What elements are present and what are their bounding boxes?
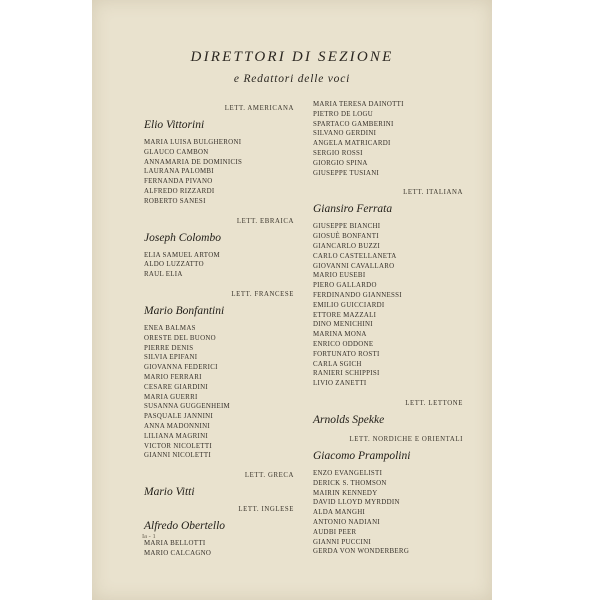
name-entry: GIANNI PUCCINI <box>313 538 371 546</box>
name-entry: GERDA VON WONDERBERG <box>313 548 410 556</box>
name-entry: MARIA TERESA DAINOTTI <box>313 101 404 108</box>
name-entry: ANNA MADONNINI <box>144 422 211 430</box>
name-entry: PIERO GALLARDO <box>313 282 377 290</box>
name-entry: ALFREDO RIZZARDI <box>144 187 215 195</box>
name-entry: ANTONIO NADIANI <box>313 518 380 526</box>
director-lett-ebraica: Joseph Colombo <box>144 231 221 244</box>
name-entry: PIETRO DE LOGU <box>313 110 374 118</box>
section-label-lett-italiana: LETT. ITALIANA <box>403 189 463 197</box>
name-entry: SUSANNA GUGGENHEIM <box>144 403 230 411</box>
director-lett-nordiche-orientali: Giacomo Prampolini <box>313 449 411 462</box>
name-entry: GIANNI NICOLETTI <box>144 452 211 460</box>
name-entry: VICTOR NICOLETTI <box>144 442 213 450</box>
right-column <box>313 100 463 557</box>
name-entry: CARLO CASTELLANETA <box>313 252 397 260</box>
name-entry: ANGELA MATRICARDI <box>313 140 391 148</box>
name-entry: MARIO EUSEBI <box>313 272 366 280</box>
page-footer-signature: Ia - 1 <box>142 533 156 540</box>
names-list-lett-nordiche-orientali <box>313 469 463 557</box>
director-lett-americana: Elio Vittorini <box>144 119 205 131</box>
name-entry: DAVID LLOYD MYRDDIN <box>313 499 400 507</box>
names-list-lett-americana <box>144 138 294 207</box>
name-entry: ALDA MANGHI <box>313 509 366 517</box>
name-entry: SERGIO ROSSI <box>313 149 363 157</box>
section-label-lett-inglese: LETT. INGLESE <box>238 506 294 514</box>
name-entry: MARIO CALCAGNO <box>144 549 212 557</box>
name-entry: EMILIO GUICCIARDI <box>313 301 385 309</box>
name-entry: MARIA LUISA BULGHERONI <box>144 139 242 146</box>
section-label-lett-ebraica: LETT. EBRAICA <box>236 217 294 225</box>
section-label-lett-nordiche-orientali: LETT. NORDICHE E ORIENTALI <box>349 435 463 443</box>
document-page <box>92 0 492 600</box>
name-entry: CARLA SGICH <box>313 360 362 368</box>
name-entry: RAUL ELIA <box>144 271 183 279</box>
name-entry: MAIRIN KENNEDY <box>313 489 378 497</box>
name-entry: ENRICO ODDONE <box>313 340 374 348</box>
name-entry: GLAUCO CAMBON <box>144 148 209 156</box>
left-column <box>144 100 294 559</box>
name-entry: ETTORE MAZZALI <box>313 311 377 319</box>
name-entry: MARIA GUERRI <box>144 393 198 401</box>
name-entry: RANIERI SCHIPPISI <box>313 370 380 378</box>
name-entry: DERICK S. THOMSON <box>313 479 387 487</box>
name-entry: ROBERTO SANESI <box>144 197 206 205</box>
director-lett-francese: Mario Bonfantini <box>144 304 225 317</box>
name-entry: GIOVANNI CAVALLARO <box>313 262 395 270</box>
name-entry: GIORGIO SPINA <box>313 159 368 167</box>
section-label-lett-americana: LETT. AMERICANA <box>224 105 294 112</box>
names-list-lett-italiana <box>313 222 463 389</box>
section-label-lett-greca: LETT. GRECA <box>244 472 294 480</box>
name-entry: LIVIO ZANETTI <box>313 380 367 388</box>
names-list-lett-inglese <box>144 539 294 559</box>
director-lett-lettone: Arnolds Spekke <box>313 413 385 426</box>
name-entry: SILVIA EPIFANI <box>144 354 198 362</box>
name-entry: ENZO EVANGELISTI <box>313 469 383 477</box>
name-entry: GIUSEPPE TUSIANI <box>313 169 380 177</box>
name-entry: GIANCARLO BUZZI <box>313 242 381 250</box>
name-entry: PIERRE DENIS <box>144 344 194 352</box>
name-entry: PASQUALE JANNINI <box>144 413 214 421</box>
name-entry: ENEA BALMAS <box>144 324 196 332</box>
page-subtitle: e Redattori delle voci <box>233 73 351 85</box>
name-entry: SPARTACO GAMBERINI <box>313 120 394 128</box>
section-label-lett-francese: LETT. FRANCESE <box>231 290 294 298</box>
name-entry: MARINA MONA <box>313 331 367 339</box>
name-entry: AUDBI PEER <box>313 528 357 536</box>
name-entry: ELIA SAMUEL ARTOM <box>144 251 220 259</box>
names-list-lett-ebraica <box>144 251 294 280</box>
name-entry: GIOSUÈ BONFANTI <box>313 233 379 241</box>
name-entry: FERDINANDO GIANNESSI <box>313 291 402 299</box>
name-entry: ANNAMARIA DE DOMINICIS <box>144 158 243 166</box>
name-entry: SILVANO GERDINI <box>313 130 377 138</box>
director-lett-italiana: Giansiro Ferrata <box>313 203 393 216</box>
name-entry: MARIA BELLOTTI <box>144 540 206 548</box>
name-entry: MARIO FERRARI <box>144 373 202 381</box>
names-list-lett-inglese-continued <box>313 100 463 178</box>
name-entry: LILIANA MAGRINI <box>144 432 209 440</box>
section-label-lett-lettone: LETT. LETTONE <box>405 399 463 407</box>
name-entry: LAURANA PALOMBI <box>144 168 214 176</box>
name-entry: GIOVANNA FEDERICI <box>144 364 218 372</box>
director-lett-greca: Mario Vitti <box>144 486 195 499</box>
name-entry: FORTUNATO ROSTI <box>313 350 380 358</box>
name-entry: CESARE GIARDINI <box>144 383 209 391</box>
page-title: DIRETTORI DI SEZIONE <box>190 49 394 65</box>
name-entry: ORESTE DEL BUONO <box>144 334 216 342</box>
name-entry: DINO MENICHINI <box>313 321 373 329</box>
name-entry: GIUSEPPE BIANCHI <box>313 223 381 231</box>
name-entry: FERNANDA PIVANO <box>144 178 213 186</box>
names-list-lett-francese <box>144 324 294 461</box>
name-entry: ALDO LUZZATTO <box>144 261 204 269</box>
director-lett-inglese: Alfredo Obertello <box>144 520 226 533</box>
